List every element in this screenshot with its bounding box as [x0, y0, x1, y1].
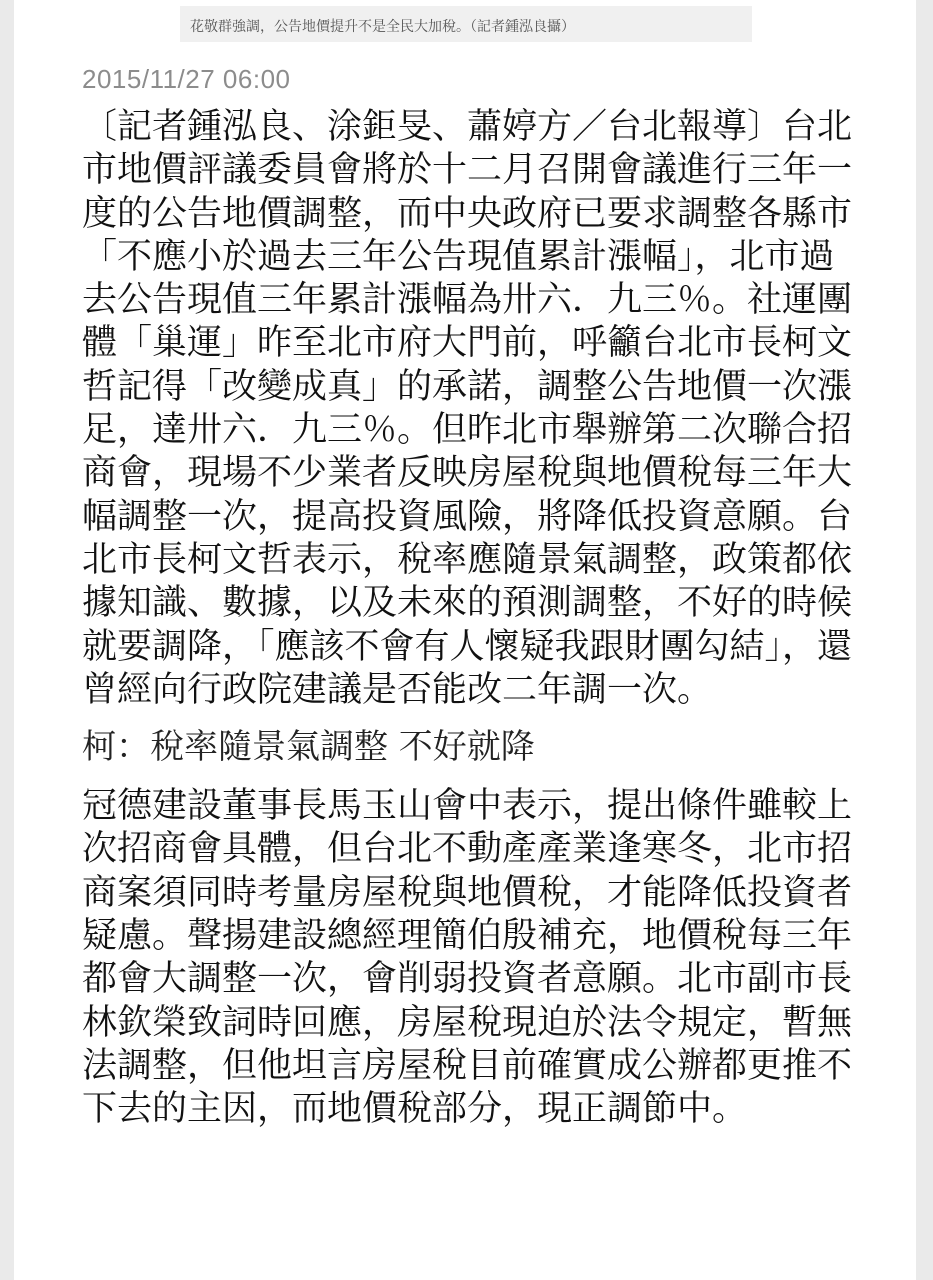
article-page [14, 0, 916, 1280]
article-paragraph: 〔記者鍾泓良、涂鉅旻、蕭婷方／台北報導〕台北市地價評議委員會將於十二月召開會議進行三年一度的公告地價調整，而中央政府已要求調整各縣市「不應小於過去三年公告現值累計漲幅」，北市過去公告現值三年累計漲幅為卅六．九三％。社運團體「巢運」昨至北市府大門前，呼籲台北市長柯文哲記得「改變成真」的承諾，調整公告地價一次漲足，達卅六．九三％。但昨北市舉辦第二次聯合招商會，現場不少業者反映房屋稅與地價稅每三年大幅調整一次，提高投資風險，將降低投資意願。台北市長柯文哲表示，稅率應隨景氣調整，政策都依據知識、數據，以及未來的預測調整，不好的時候就要調降，「應該不會有人懷疑我跟財團勾結」，還曾經向行政院建議是否能改二年調一次。 [82, 107, 853, 710]
publish-timestamp: 2015/11/27 06:00 [82, 64, 291, 94]
article-body [82, 106, 860, 1132]
photo-caption: 花敬群強調，公告地價提升不是全民大加稅。（記者鍾泓良攝） [180, 6, 752, 42]
article-paragraph: 冠德建設董事長馬玉山會中表示，提出條件雖較上次招商會具體，但台北不動產產業逢寒冬，北市招商案須同時考量房屋稅與地價稅，才能降低投資者疑慮。聲揚建設總經理簡伯殷補充，地價稅每三年都會大調整一次，會削弱投資者意願。北市副市長林欽榮致詞時回應，房屋稅現迫於法令規定，暫無法調整，但他坦言房屋稅目前確實成公辦都更推不下去的主因，而地價稅部分，現正調節中。 [82, 786, 853, 1130]
article-subheading: 柯：稅率隨景氣調整 不好就降 [82, 727, 535, 768]
